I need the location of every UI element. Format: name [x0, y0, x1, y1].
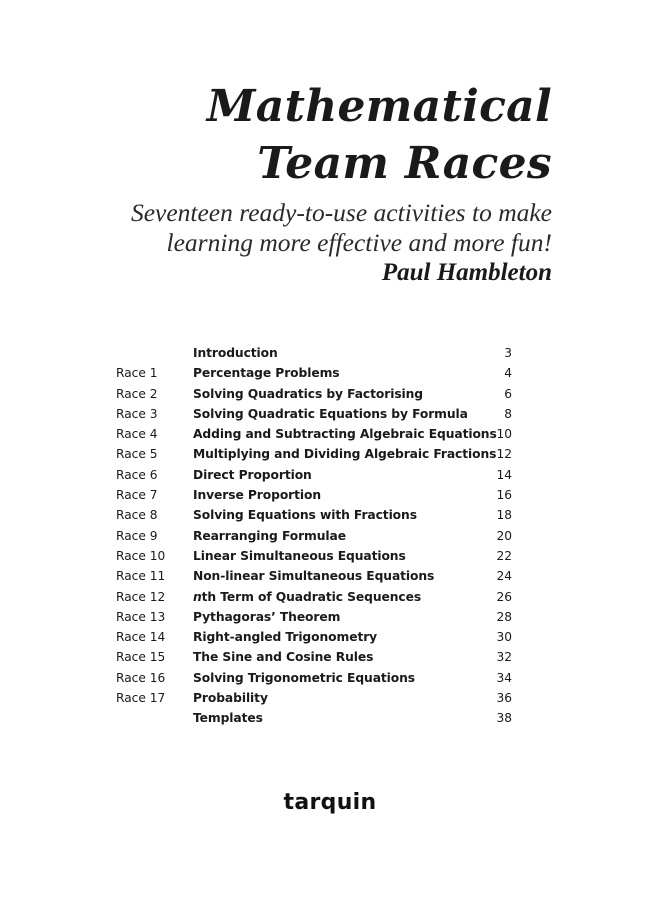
toc-title: Solving Quadratic Equations by Formula	[193, 406, 468, 421]
toc-row	[116, 465, 526, 485]
toc-title: Solving Equations with Fractions	[193, 508, 417, 523]
toc-title: Rearranging Formulae	[193, 528, 346, 543]
toc-row	[116, 343, 526, 363]
toc-title: Percentage Problems	[193, 366, 340, 381]
toc-row	[116, 708, 526, 728]
toc-title: Templates	[193, 711, 263, 726]
toc-title: Solving Quadratics by Factorising	[193, 386, 424, 401]
toc-page-number: 16	[496, 488, 512, 503]
subtitle-line-1: Seventeen ready-to-use activities to make	[130, 198, 552, 227]
toc-page-number: 34	[496, 670, 512, 685]
toc-row	[116, 668, 526, 688]
toc-row	[116, 444, 526, 464]
toc-race-number: Race 13	[116, 609, 166, 624]
toc-page-number: 6	[504, 386, 512, 401]
toc-row	[116, 647, 526, 667]
toc-title: The Sine and Cosine Rules	[193, 650, 374, 665]
toc-title: Right-angled Trigonometry	[193, 630, 378, 645]
toc-page-number: 14	[496, 467, 512, 482]
toc-row	[116, 607, 526, 627]
toc-race-number: Race 7	[116, 488, 158, 503]
toc-title: Adding and Subtracting Algebraic Equations	[193, 427, 497, 442]
toc-row	[116, 566, 526, 586]
toc-page-number: 32	[496, 650, 512, 665]
toc-race-number: Race 3	[116, 406, 158, 421]
toc-race-number: Race 8	[116, 508, 158, 523]
toc-row	[116, 363, 526, 383]
toc-page-number: 12	[496, 447, 512, 462]
toc-title: Non-linear Simultaneous Equations	[193, 569, 435, 584]
toc-row	[116, 546, 526, 566]
toc-title: Direct Proportion	[193, 467, 312, 482]
toc-row	[116, 627, 526, 647]
subtitle-line-2: learning more effective and more fun!	[166, 228, 552, 257]
title-line-2: Team Races	[257, 138, 552, 190]
toc-page-number: 8	[504, 406, 512, 421]
toc-page-number: 20	[496, 528, 512, 543]
toc-race-number: Race 16	[116, 670, 166, 685]
table-of-contents	[116, 343, 526, 729]
toc-page-number: 3	[504, 346, 512, 360]
toc-row	[116, 404, 526, 424]
toc-row	[116, 485, 526, 505]
toc-page-number: 4	[504, 366, 512, 381]
title-line-1: Mathematical	[206, 81, 552, 132]
toc-row	[116, 505, 526, 525]
toc-title: Introduction	[193, 346, 278, 360]
toc-race-number: Race 9	[116, 528, 158, 543]
toc-race-number: Race 11	[116, 569, 166, 584]
toc-race-number: Race 10	[116, 548, 166, 563]
toc-title: Inverse Proportion	[193, 488, 322, 503]
toc-page-number: 24	[496, 569, 512, 584]
toc-row	[116, 587, 526, 607]
toc-row	[116, 526, 526, 546]
toc-title: Linear Simultaneous Equations	[193, 548, 406, 563]
toc-title: Solving Trigonometric Equations	[193, 670, 416, 685]
toc-row	[116, 424, 526, 444]
toc-page-number: 28	[496, 609, 512, 624]
toc-page-number: 26	[496, 589, 512, 604]
toc-race-number: Race 14	[116, 630, 166, 645]
toc-race-number: Race 1	[116, 366, 158, 381]
toc-title: Multiplying and Dividing Algebraic Fractions	[193, 447, 497, 462]
author-name: Paul Hambleton	[381, 259, 552, 286]
toc-title: Probability	[193, 691, 268, 706]
toc-page-number: 18	[496, 508, 512, 523]
toc-row	[116, 384, 526, 404]
toc-race-number: Race 4	[116, 427, 158, 442]
toc-page-number: 38	[496, 711, 512, 726]
toc-title: nth Term of Quadratic Sequences	[193, 589, 422, 604]
toc-page-number: 30	[496, 630, 512, 645]
toc-page-number: 22	[496, 548, 512, 563]
toc-page-number: 10	[496, 427, 512, 442]
publisher-logo: tarquin	[283, 790, 377, 815]
toc-page-number: 36	[496, 691, 512, 706]
toc-row	[116, 688, 526, 708]
toc-race-number: Race 5	[116, 447, 158, 462]
toc-race-number: Race 6	[116, 467, 158, 482]
book-title	[207, 78, 552, 192]
toc-title: Pythagoras’ Theorem	[193, 609, 341, 624]
toc-race-number: Race 2	[116, 386, 158, 401]
toc-race-number: Race 12	[116, 589, 166, 604]
book-subtitle	[131, 198, 552, 258]
toc-race-number: Race 17	[116, 691, 166, 706]
toc-race-number: Race 15	[116, 650, 166, 665]
